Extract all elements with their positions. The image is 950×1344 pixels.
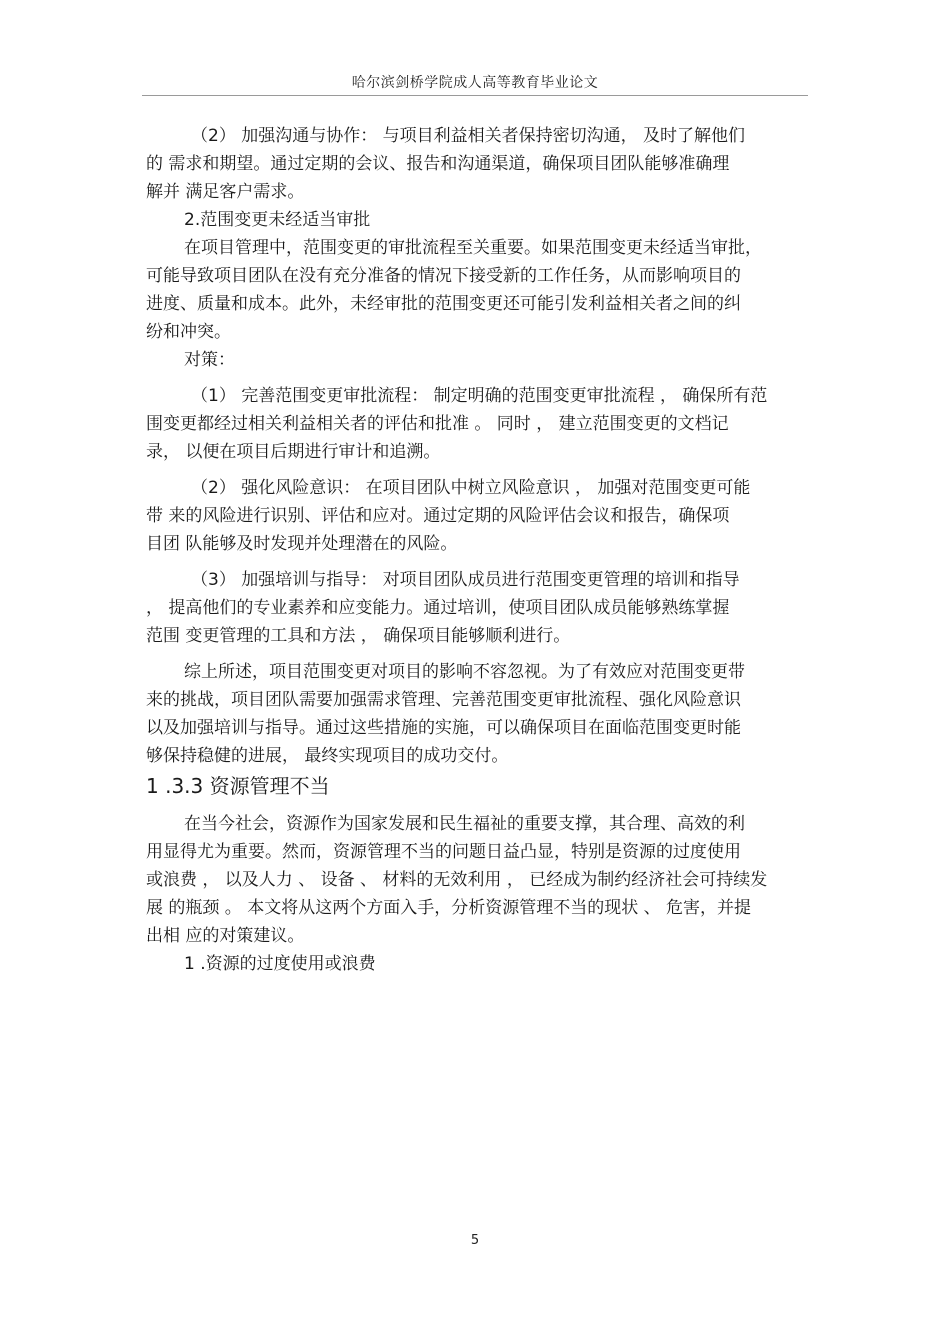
page-number: 5 bbox=[470, 1233, 480, 1248]
text-line: 展 的瓶颈 。 本文将从这两个方面入手，分析资源管理不当的现状 、 危害，并提 bbox=[146, 898, 752, 918]
text-line: 或浪费 ， 以及人力 、 设备 、 材料的无效利用 ， 已经成为制约经济社会可持续发 bbox=[146, 870, 768, 890]
paragraph bbox=[146, 658, 808, 770]
text-line: （2） 加强沟通与协作： 与项目利益相关者保持密切沟通， 及时了解他们 bbox=[191, 126, 746, 146]
page-header: 哈尔滨剑桥学院成人高等教育毕业论文 bbox=[351, 75, 599, 91]
text-line: 1 .资源的过度使用或浪费 bbox=[184, 954, 376, 974]
paragraph-gap bbox=[146, 558, 808, 566]
paragraph bbox=[146, 566, 808, 650]
text-line: 进度、质量和成本。此外，未经审批的范围变更还可能引发利益相关者之间的纠 bbox=[146, 294, 741, 314]
document-body bbox=[146, 122, 808, 978]
paragraph bbox=[146, 346, 808, 374]
text-line: 综上所述，项目范围变更对项目的影响不容忽视。为了有效应对范围变更带 bbox=[184, 662, 745, 682]
text-line: 在项目管理中，范围变更的审批流程至关重要。如果范围变更未经适当审批， bbox=[184, 238, 762, 258]
text-line: 可能导致项目团队在没有充分准备的情况下接受新的工作任务，从而影响项目的 bbox=[146, 266, 741, 286]
text-line: 目团 队能够及时发现并处理潜在的风险。 bbox=[146, 534, 458, 554]
text-line: 够保持稳健的进展， 最终实现项目的成功交付。 bbox=[146, 746, 509, 766]
text-line: 来的挑战，项目团队需要加强需求管理、完善范围变更审批流程、强化风险意识 bbox=[146, 690, 741, 710]
text-line: 录， 以便在项目后期进行审计和追溯。 bbox=[146, 442, 441, 462]
text-line: 出相 应的对策建议。 bbox=[146, 926, 305, 946]
paragraph-gap bbox=[146, 650, 808, 658]
text-line: ， 提高他们的专业素养和应变能力。通过培训，使项目团队成员能够熟练掌握 bbox=[146, 598, 730, 618]
header-divider bbox=[142, 95, 808, 96]
text-line: 解并 满足客户需求。 bbox=[146, 182, 305, 202]
text-line: 2.范围变更未经适当审批 bbox=[184, 210, 371, 230]
paragraph bbox=[146, 810, 808, 950]
text-line: 带 来的风险进行识别、评估和应对。通过定期的风险评估会议和报告，确保项 bbox=[146, 506, 730, 526]
paragraph-gap bbox=[146, 374, 808, 382]
paragraph bbox=[146, 382, 808, 466]
text-line: 的 需求和期望。通过定期的会议、报告和沟通渠道，确保项目团队能够准确理 bbox=[146, 154, 730, 174]
paragraph-gap bbox=[146, 466, 808, 474]
paragraph bbox=[146, 234, 808, 346]
text-line: 以及加强培训与指导。通过这些措施的实施，可以确保项目在面临范围变更时能 bbox=[146, 718, 741, 738]
paragraph-gap bbox=[146, 802, 808, 810]
section-heading: 1 .3.3 资源管理不当 bbox=[146, 774, 330, 798]
text-line: （2） 强化风险意识： 在项目团队中树立风险意识 ， 加强对范围变更可能 bbox=[191, 478, 751, 498]
paragraph bbox=[146, 122, 808, 206]
paragraph bbox=[146, 950, 808, 978]
text-line: 围变更都经过相关利益相关者的评估和批准 。 同时 ， 建立范围变更的文档记 bbox=[146, 414, 729, 434]
text-line: （1） 完善范围变更审批流程： 制定明确的范围变更审批流程 ， 确保所有范 bbox=[191, 386, 768, 406]
text-line: 对策： bbox=[184, 350, 235, 370]
text-line: 在当今社会，资源作为国家发展和民生福祉的重要支撑，其合理、高效的利 bbox=[184, 814, 745, 834]
paragraph bbox=[146, 474, 808, 558]
text-line: 范围 变更管理的工具和方法 ， 确保项目能够顺利进行。 bbox=[146, 626, 571, 646]
text-line: 纷和冲突。 bbox=[146, 322, 231, 342]
paragraph bbox=[146, 206, 808, 234]
text-line: （3） 加强培训与指导： 对项目团队成员进行范围变更管理的培训和指导 bbox=[191, 570, 740, 590]
text-line: 用显得尤为重要。然而，资源管理不当的问题日益凸显，特别是资源的过度使用 bbox=[146, 842, 741, 862]
